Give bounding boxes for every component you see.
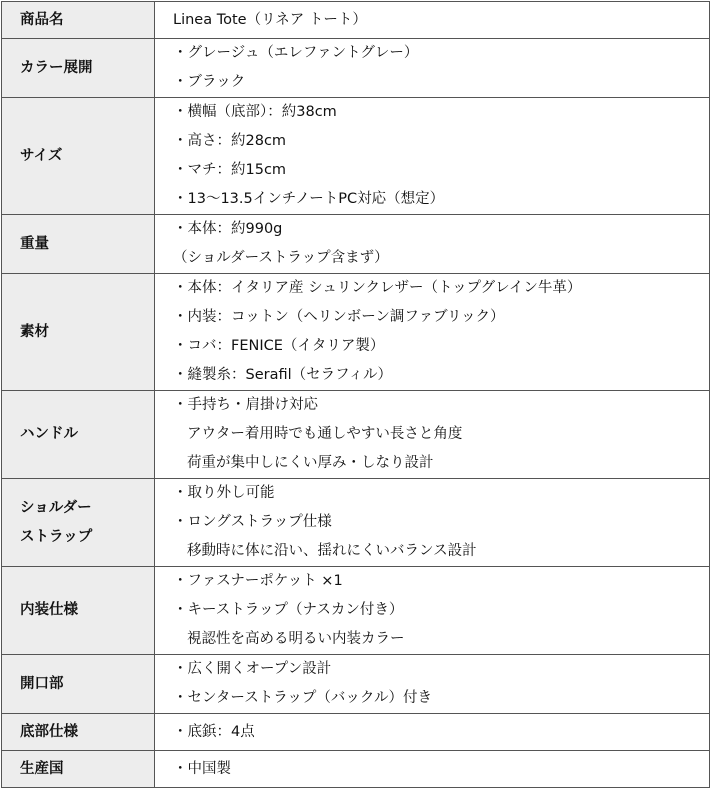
spec-label-line: ストラップ (20, 528, 93, 545)
spec-value (155, 655, 710, 714)
spec-value (155, 567, 710, 655)
spec-value-line: ・本体：イタリア産 シュリンクレザー（トップグレイン牛革） (173, 280, 582, 296)
spec-value-line: ・センターストラップ（バックル）付き (173, 690, 432, 706)
spec-row-size (2, 98, 710, 215)
spec-row-opening (2, 655, 710, 714)
spec-value-line: ・グレージュ（エレファントグレー） (173, 45, 419, 61)
spec-label: 重量 (2, 215, 155, 274)
spec-value-line: ・底鋲：4点 (173, 724, 255, 740)
spec-value-line: ・キーストラップ（ナスカン付き） (173, 602, 404, 618)
spec-label: 生産国 (2, 751, 155, 788)
spec-value-line: ・横幅（底部）：約38cm (173, 104, 337, 120)
spec-value (155, 39, 710, 98)
spec-value (155, 391, 710, 479)
spec-row-shoulder-strap (2, 479, 710, 567)
spec-value-line: ・内装：コットン（ヘリンボーン調ファブリック） (173, 309, 505, 325)
spec-value (155, 714, 710, 751)
spec-value-line: ・本体：約990g (173, 221, 283, 237)
spec-value-line: 移動時に体に沿い、揺れにくいバランス設計 (187, 543, 477, 559)
spec-value-line: 荷重が集中しにくい厚み・しなり設計 (187, 455, 434, 471)
spec-value-line: ・取り外し可能 (173, 485, 275, 501)
spec-label: 開口部 (2, 655, 155, 714)
spec-row-colors (2, 39, 710, 98)
spec-value-line: ・手持ち・肩掛け対応 (173, 397, 318, 413)
spec-label: サイズ (2, 98, 155, 215)
spec-row-bottom (2, 714, 710, 751)
product-spec-table (1, 1, 710, 788)
spec-label-line: ショルダー (20, 499, 92, 516)
spec-value-line: ・高さ：約28cm (173, 133, 287, 149)
spec-value (155, 479, 710, 567)
spec-label: 内装仕様 (2, 567, 155, 655)
spec-row-interior (2, 567, 710, 655)
spec-value-line: （ショルダーストラップ含まず） (173, 250, 389, 266)
spec-value-line: Linea Tote（リネア トート） (173, 12, 367, 28)
spec-value-line: ・ファスナーポケット ×1 (173, 573, 343, 589)
spec-value-line: 視認性を高める明るい内装カラー (187, 631, 405, 647)
spec-value-line: ・ロングストラップ仕様 (173, 514, 332, 530)
spec-row-weight (2, 215, 710, 274)
spec-value-line: ・ブラック (173, 74, 246, 90)
spec-row-handle (2, 391, 710, 479)
spec-row-country (2, 751, 710, 788)
spec-value-line: ・広く開くオープン設計 (173, 661, 332, 677)
spec-value-line: ・13〜13.5インチノートPC対応（想定） (173, 191, 445, 207)
spec-value-line: アウター着用時でも通しやすい長さと角度 (187, 426, 463, 442)
spec-value-line: ・縫製糸：Serafil（セラフィル） (173, 367, 392, 383)
spec-value (155, 751, 710, 788)
spec-label: カラー展開 (2, 39, 155, 98)
spec-value-line: ・マチ：約15cm (173, 162, 287, 178)
spec-value (155, 215, 710, 274)
spec-label: ハンドル (2, 391, 155, 479)
spec-label: 商品名 (2, 2, 155, 39)
spec-label (2, 479, 155, 567)
spec-row-product-name (2, 2, 710, 39)
spec-value (155, 2, 710, 39)
spec-value (155, 98, 710, 215)
spec-value-line: ・コバ：FENICE（イタリア製） (173, 338, 385, 354)
spec-value-line: ・中国製 (173, 761, 231, 777)
spec-row-material (2, 274, 710, 391)
spec-label: 底部仕様 (2, 714, 155, 751)
spec-label: 素材 (2, 274, 155, 391)
spec-value (155, 274, 710, 391)
